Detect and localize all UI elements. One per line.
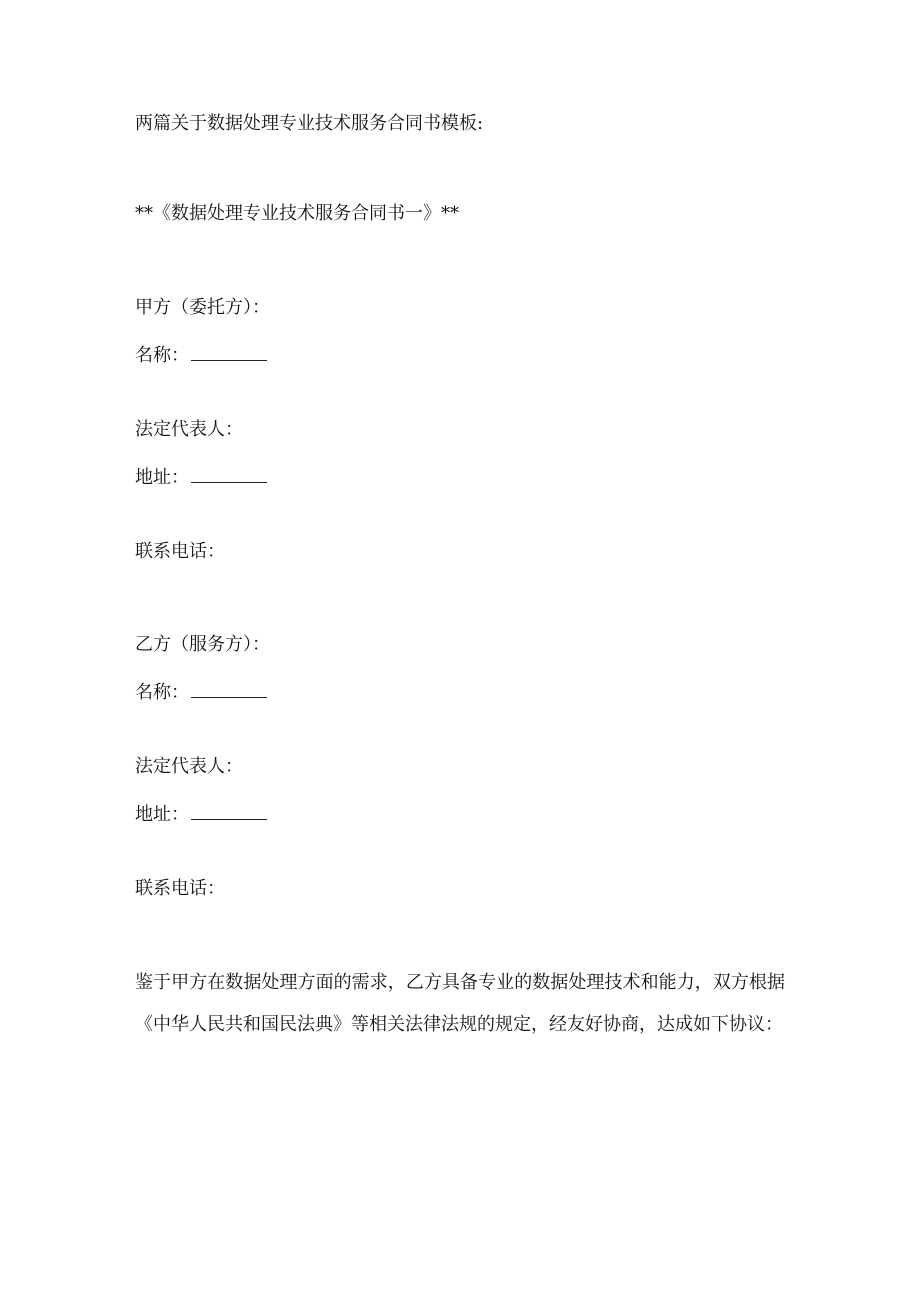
party-a-address-blank	[191, 466, 267, 483]
party-b-address-blank	[191, 803, 267, 820]
party-a-address-label: 地址：	[135, 467, 189, 488]
party-a-address-row	[135, 466, 267, 490]
party-b-name-label: 名称：	[135, 682, 189, 703]
party-a-name-row	[135, 344, 267, 368]
party-a-legal-rep-label: 法定代表人：	[135, 419, 243, 440]
party-b-address-label: 地址：	[135, 804, 189, 825]
document-heading: 两篇关于数据处理专业技术服务合同书模板:	[135, 113, 484, 134]
party-b-name-blank	[191, 681, 267, 698]
party-b-legal-rep-label: 法定代表人：	[135, 756, 243, 777]
party-a-phone-label: 联系电话：	[135, 541, 225, 562]
party-b-phone-label: 联系电话：	[135, 878, 225, 899]
party-a-name-blank	[191, 344, 267, 361]
preamble-paragraph: 鉴于甲方在数据处理方面的需求，乙方具备专业的数据处理技术和能力，双方根据《中华人民共和国民法典》等相关法律法规的规定，经友好协商，达成如下协议：	[135, 972, 785, 1035]
party-b-address-row	[135, 803, 267, 827]
party-b-label: 乙方（服务方）：	[135, 634, 270, 655]
party-a-name-label: 名称：	[135, 345, 189, 366]
party-b-name-row	[135, 681, 267, 705]
party-a-label: 甲方（委托方）：	[135, 297, 270, 318]
contract-title: **《数据处理专业技术服务合同书一》**	[135, 203, 459, 224]
